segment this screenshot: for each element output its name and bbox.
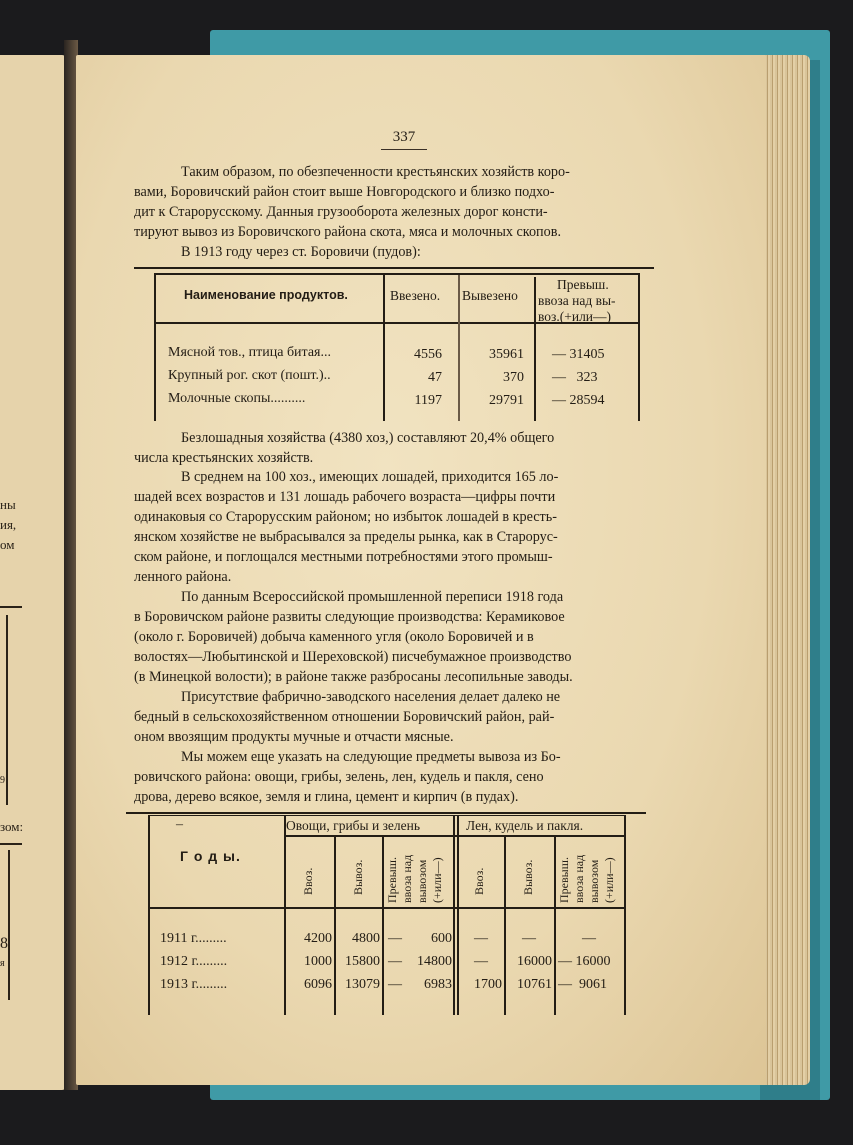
table-rule [134, 267, 654, 269]
horses-paragraph [134, 467, 654, 587]
imported-value: 47 [428, 370, 442, 385]
text-line: волостях—Любытинской и Шереховской) писчебумажное производство [134, 649, 572, 665]
text-line: дрова, дерево всякое, земля и глина, цемент и кирпич (в пудах). [134, 789, 519, 805]
industry-paragraph [134, 587, 654, 687]
text-line: (в Минецкой волости); в районе также разбросаны лесопильные заводы. [134, 669, 573, 685]
text-line: Мы можем еще указать на следующие предметы вывоза из Бо- [181, 749, 561, 765]
text-line: одинаковыя со Старорусским районом; но избыток лошадей в кресть- [134, 509, 557, 525]
subheader-import: Ввоз. [301, 867, 315, 895]
veg-diff-sign: — [388, 977, 402, 992]
text-line: тируют вывоз из Боровичского района скота, мяса и молочных скопов. [134, 224, 561, 240]
veg-diff-sign: — [388, 931, 402, 946]
population-paragraph [134, 687, 654, 747]
left-page-fragment: 8 [0, 935, 8, 952]
table-rule [154, 273, 639, 275]
veg-difference: 6983 [424, 977, 452, 992]
text-line: ровичского района: овощи, грибы, зелень, лен, кудель и пакля, сено [134, 769, 544, 785]
left-page-fragment: ны [0, 497, 16, 512]
veg-export: 13079 [345, 977, 380, 992]
table-border [148, 815, 150, 1015]
subheader-difference: вывозом [415, 859, 429, 903]
flax-import: — [474, 954, 488, 969]
left-page-rule [8, 850, 10, 1000]
text-line: дит к Старорусскому. Данныя грузооборота железных дорог консти- [134, 204, 548, 220]
veg-export: 4800 [352, 931, 380, 946]
text-line: ленного района. [134, 569, 232, 585]
veg-import: 4200 [304, 931, 332, 946]
page-number: 337 [392, 129, 416, 145]
intro-paragraph [134, 162, 654, 262]
subheader-difference: Превыш. [385, 857, 399, 903]
left-page-fragment: я [0, 958, 5, 969]
subheader-difference: ввоза над [572, 854, 586, 903]
text-line: Присутствие фабрично-заводского населения делает далеко не [181, 689, 561, 705]
left-page [0, 55, 66, 1090]
header-dash: – [176, 817, 183, 832]
imported-value: 4556 [414, 347, 442, 362]
subheader-difference: ввоза над [400, 854, 414, 903]
flax-import: — [474, 931, 488, 946]
flax-difference: — [582, 931, 596, 946]
left-page-fragment: ия, [0, 517, 17, 532]
exported-value: 29791 [489, 393, 524, 408]
text-line: ском районе, и поглощался местными потребностями этого промыш- [134, 549, 553, 565]
left-page-rule [0, 606, 22, 608]
veg-export: 15800 [345, 954, 380, 969]
table-border [453, 815, 455, 1015]
subheader-difference: (+или—) [430, 857, 444, 903]
text-line: (около г. Боровичей) добыча каменного угля (около Боровичей и в [134, 629, 534, 645]
product-name: Крупный рог. скот (пошт.).. [168, 368, 331, 383]
flax-difference: — 16000 [558, 954, 611, 969]
left-page-rule [6, 615, 8, 805]
table-border [382, 835, 384, 1015]
subheader-difference: Превыш. [557, 857, 571, 903]
left-page-fragment: ом [0, 537, 15, 552]
year-cell: 1913 г......... [160, 977, 228, 992]
table-rule [126, 812, 646, 814]
page-number-rule [381, 149, 427, 150]
table-border [638, 273, 640, 421]
book-page [76, 55, 766, 1085]
table-border [154, 273, 156, 421]
text-line: бедный в сельскохозяйственном отношении Боровичский район, рай- [134, 709, 555, 725]
text-line: В 1913 году через ст. Боровичи (пудов): [181, 244, 421, 260]
text-line: В среднем на 100 хоз., имеющих лошадей, приходится 165 ло- [181, 469, 559, 485]
table-border [457, 815, 459, 1015]
flax-export: — [522, 931, 536, 946]
product-name: Мясной тов., птица битая... [168, 345, 331, 360]
imported-value: 1197 [414, 393, 442, 408]
exported-value: 370 [503, 370, 524, 385]
table-border [624, 815, 626, 1015]
text-line: янском хозяйстве не выбрасывался за пределы рынка, как в Старорус- [134, 529, 558, 545]
flax-export: 16000 [517, 954, 552, 969]
difference-value: — 323 [552, 370, 598, 385]
text-line: Таким образом, по обезпеченности крестьянских хозяйств коро- [181, 164, 570, 180]
subheader-difference: вывозом [587, 859, 601, 903]
veg-difference: 14800 [417, 954, 452, 969]
table-rule [148, 815, 626, 816]
flax-difference: — 9061 [558, 977, 607, 992]
product-name: Молочные скопы.......... [168, 391, 306, 406]
column-header: Превыш. [557, 277, 609, 292]
flax-import: 1700 [474, 977, 502, 992]
table-border [554, 835, 556, 1015]
veg-difference: 600 [431, 931, 452, 946]
year-cell: 1911 г......... [160, 931, 227, 946]
years-header: Г о д ы. [180, 848, 241, 864]
text-line: По данным Всероссийской промышленной переписи 1918 года [181, 589, 564, 605]
text-line: оном ввозящим продукты мучные и отчасти мясные. [134, 729, 454, 745]
difference-value: — 31405 [552, 347, 605, 362]
left-page-fragment: зом: [0, 819, 24, 834]
text-line: вами, Боровичский район стоит выше Новгородского и близко подхо- [134, 184, 555, 200]
column-header: Вывезено [462, 288, 518, 303]
subheader-export: Вывоз. [521, 859, 535, 895]
subheader-difference: (+или—) [602, 857, 616, 903]
flax-export: 10761 [517, 977, 552, 992]
text-line: шадей всех возрастов и 131 лошадь рабочего возраста—цифры почти [134, 489, 556, 505]
text-line: в Боровичском районе развиты следующие производства: Керамиковое [134, 609, 565, 625]
subheader-import: Ввоз. [472, 867, 486, 895]
exported-value: 35961 [489, 347, 524, 362]
column-header: Ввезено. [390, 288, 441, 303]
text-line: Безлошадныя хозяйства (4380 хоз,) составляют 20,4% общего [181, 430, 555, 446]
left-page-fragment: 9 [0, 775, 5, 786]
table-border [458, 275, 460, 421]
exports-paragraph [134, 747, 654, 807]
veg-import: 6096 [304, 977, 332, 992]
subheader-export: Вывоз. [351, 859, 365, 895]
table-border [534, 277, 536, 421]
horseless-paragraph [134, 428, 654, 468]
veg-diff-sign: — [388, 954, 402, 969]
text-line: числа крестьянских хозяйств. [134, 450, 314, 466]
group-header-vegetables: Овощи, грибы и зелень [286, 818, 421, 833]
left-page-rule [0, 843, 22, 845]
table-border [383, 273, 385, 421]
difference-value: — 28594 [552, 393, 605, 408]
year-cell: 1912 г......... [160, 954, 228, 969]
column-header: воз.(+или—) [538, 309, 612, 324]
column-header: ввоза над вы- [538, 293, 616, 308]
group-header-flax: Лен, кудель и пакля. [466, 818, 584, 833]
veg-import: 1000 [304, 954, 332, 969]
column-header: Наименование продуктов. [184, 288, 348, 302]
